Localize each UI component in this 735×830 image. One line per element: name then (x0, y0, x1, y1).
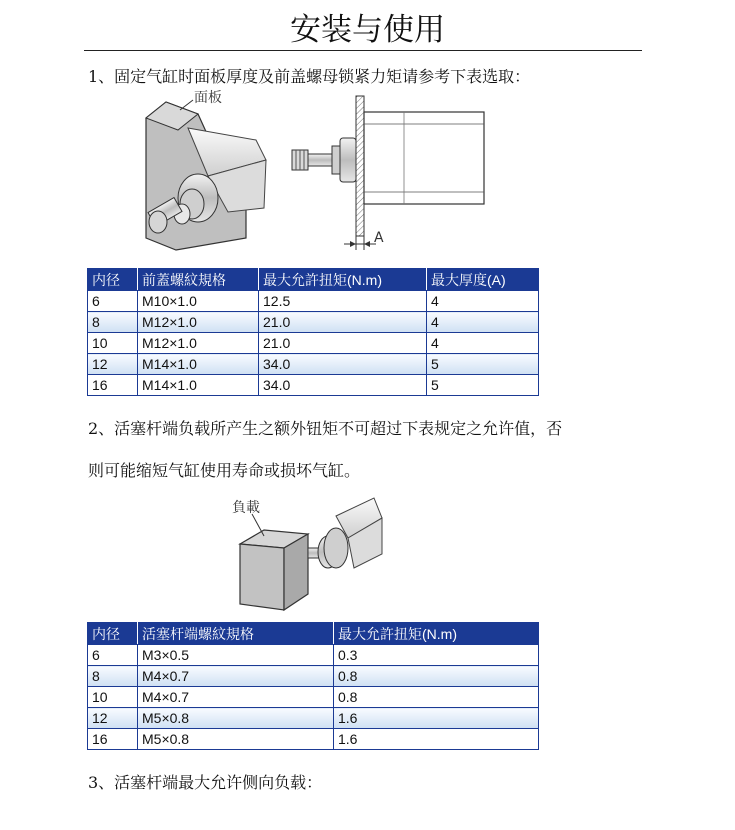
cell-thickness: 5 (427, 354, 539, 375)
cell-torque: 0.8 (334, 666, 539, 687)
cell-bore: 6 (88, 645, 138, 666)
table-row (88, 645, 539, 666)
col-header-rod-thread: 活塞杆端螺紋規格 (138, 623, 334, 645)
page-title: 安装与使用 (290, 12, 445, 48)
panel-label: 面板 (194, 90, 222, 106)
col-header-torque: 最大允許扭矩(N.m) (334, 623, 539, 645)
cell-thickness: 5 (427, 375, 539, 396)
table-row (88, 333, 539, 354)
cell-torque: 12.5 (259, 291, 427, 312)
cell-rod-thread: M5×0.8 (138, 708, 334, 729)
cell-rod-thread: M4×0.7 (138, 666, 334, 687)
col-header-bore: 内径 (88, 623, 138, 645)
panel-perspective-drawing (146, 89, 266, 250)
cell-torque: 0.3 (334, 645, 539, 666)
col-header-torque: 最大允許扭矩(N.m) (259, 269, 427, 291)
table-row (88, 666, 539, 687)
cell-torque: 34.0 (259, 354, 427, 375)
cell-bore: 10 (88, 333, 138, 354)
cell-bore: 8 (88, 312, 138, 333)
cell-bore: 16 (88, 729, 138, 750)
table-row (88, 729, 539, 750)
cell-torque: 1.6 (334, 729, 539, 750)
col-header-thickness: 最大厚度(A) (427, 269, 539, 291)
table-row (88, 354, 539, 375)
cell-bore: 16 (88, 375, 138, 396)
load-label: 負載 (232, 500, 260, 516)
section2-text-line2: 则可能缩短气缸使用寿命或损坏气缸。 (88, 461, 361, 480)
cylinder-rod-drawing (308, 498, 382, 568)
section2-text-line1: 2、活塞杆端负载所产生之额外钮矩不可超过下表规定之允许值，否 (88, 419, 563, 438)
load-block-drawing (232, 500, 308, 610)
table-row (88, 687, 539, 708)
rod-load-figure (224, 494, 384, 616)
cell-rod-thread: M3×0.5 (138, 645, 334, 666)
table-row (88, 708, 539, 729)
rod-torque-table (87, 622, 539, 750)
cell-bore: 6 (88, 291, 138, 312)
panel-torque-table (87, 268, 539, 396)
cell-torque: 21.0 (259, 312, 427, 333)
title-underline (84, 50, 642, 51)
table-header-row (88, 269, 539, 291)
cell-rod-thread: M4×0.7 (138, 687, 334, 708)
cell-torque: 0.8 (334, 687, 539, 708)
cell-bore: 10 (88, 687, 138, 708)
cell-thread: M14×1.0 (138, 375, 259, 396)
thickness-dimension-label: A (374, 230, 384, 246)
table-row (88, 312, 539, 333)
cell-bore: 12 (88, 354, 138, 375)
panel-section-drawing (292, 96, 484, 250)
cell-thread: M10×1.0 (138, 291, 259, 312)
table-row (88, 375, 539, 396)
cell-bore: 8 (88, 666, 138, 687)
cell-thickness: 4 (427, 291, 539, 312)
cell-torque: 34.0 (259, 375, 427, 396)
cell-torque: 21.0 (259, 333, 427, 354)
section1-text: 1、固定气缸时面板厚度及前盖螺母锁紧力矩请参考下表选取： (88, 67, 531, 86)
cell-thread: M14×1.0 (138, 354, 259, 375)
col-header-bore: 内径 (88, 269, 138, 291)
cell-thread: M12×1.0 (138, 333, 259, 354)
cell-bore: 12 (88, 708, 138, 729)
col-header-thread: 前蓋螺紋規格 (138, 269, 259, 291)
cell-thread: M12×1.0 (138, 312, 259, 333)
section3-text: 3、活塞杆端最大允许侧向负载： (88, 773, 323, 792)
cell-thickness: 4 (427, 333, 539, 354)
cell-thickness: 4 (427, 312, 539, 333)
cell-torque: 1.6 (334, 708, 539, 729)
table-header-row (88, 623, 539, 645)
cell-rod-thread: M5×0.8 (138, 729, 334, 750)
table-row (88, 291, 539, 312)
panel-mounting-figure (88, 88, 538, 260)
